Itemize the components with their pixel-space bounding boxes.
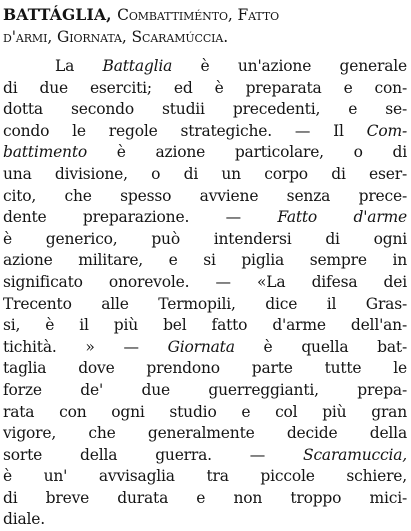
body-line <box>3 121 407 143</box>
body-text: Trecento alle Termopili, dice il Gras- <box>3 294 407 313</box>
italic-term: Com- <box>366 121 407 140</box>
body-line <box>3 380 407 402</box>
body-text: taglia dove prendono parte tutte le <box>3 359 407 378</box>
body-text: vigore, che generalmente decide della <box>3 424 407 443</box>
body-line <box>3 142 407 164</box>
body-line <box>3 294 407 316</box>
body-text: è quella bat- <box>234 337 407 356</box>
italic-term: Scaramuccia, <box>303 445 407 464</box>
body-line <box>3 56 407 78</box>
body-text: dotta secondo studii precedenti, e se- <box>3 100 407 119</box>
body-line <box>3 186 407 208</box>
body-text: di breve durata e non troppo mici- <box>3 488 407 507</box>
body-text: è azione particolare, o di <box>87 143 407 162</box>
body-line <box>3 99 407 121</box>
body-line <box>3 250 407 272</box>
body-text: significato onorevole. — «La difesa dei <box>3 272 407 291</box>
italic-term: Fatto d'arme <box>277 208 407 227</box>
body-line <box>3 315 407 337</box>
body-text: condo le regole strategiche. — Il <box>3 121 367 140</box>
body-text: è generico, può intendersi di ogni <box>3 229 407 248</box>
entry-headword: BATTÁGLIA, <box>3 5 112 24</box>
body-text: sorte della guerra. — <box>3 445 304 464</box>
body-line <box>3 78 407 100</box>
body-line <box>3 509 407 531</box>
italic-term: Giornata <box>167 337 235 356</box>
body-line <box>3 402 407 424</box>
body-line <box>3 229 407 251</box>
body-text: è un' avvisaglia tra piccole schiere, <box>3 467 407 486</box>
body-line <box>3 272 407 294</box>
body-text: azione militare, e si piglia sempre in <box>3 251 407 270</box>
body-line <box>3 337 407 359</box>
body-text: cito, che spesso avviene senza prece- <box>3 186 407 205</box>
body-line <box>3 466 407 488</box>
body-text: La <box>55 57 103 75</box>
body-text: dente preparazione. — <box>3 208 278 227</box>
body-text: diale. <box>3 510 45 529</box>
body-text: una divisione, o di un corpo di eser- <box>3 164 407 183</box>
entry-body <box>3 56 407 531</box>
body-line <box>3 207 407 229</box>
entry-synonyms-line-2: d'armi, Giornata, Scaramúccia. <box>3 28 229 46</box>
body-line <box>3 423 407 445</box>
body-text: forze de' due guerreggianti, prepa- <box>3 380 407 399</box>
body-line <box>3 358 407 380</box>
body-text: tichità. » — <box>3 337 168 356</box>
body-text: è un'azione generale <box>172 57 407 75</box>
body-line <box>3 488 407 510</box>
body-line <box>3 445 407 467</box>
body-text: rata con ogni studio e col più gran <box>3 402 407 421</box>
body-text: di due eserciti; ed è preparata e con- <box>3 78 407 97</box>
body-text: si, è il più bel fatto d'arme dell'an- <box>3 316 407 335</box>
body-line <box>3 164 407 186</box>
italic-term: Battaglia <box>102 57 173 75</box>
entry-synonyms-line-1: Combattiménto, Fatto <box>117 6 280 24</box>
italic-term: battimento <box>3 143 87 162</box>
entry-heading <box>3 4 407 48</box>
